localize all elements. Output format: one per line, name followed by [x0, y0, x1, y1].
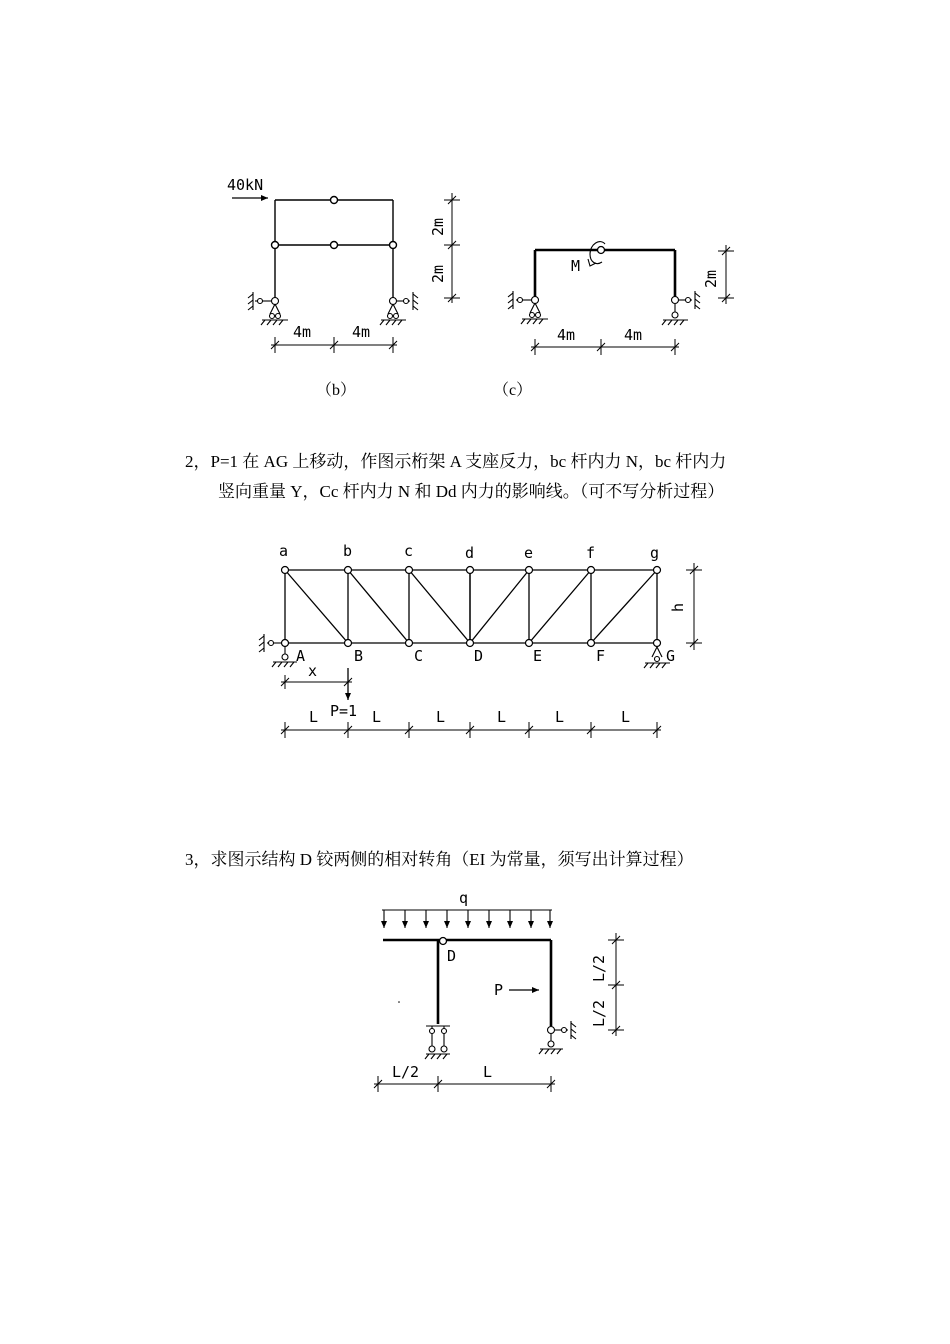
span-label-6: L — [621, 708, 631, 726]
dim-3-left: L/2 — [392, 1063, 420, 1081]
dim-c-left: 4m — [557, 326, 576, 344]
dim-b-lower: 2m — [429, 264, 447, 283]
frame-b — [272, 197, 397, 301]
node-b: b — [343, 542, 353, 560]
support-3-left — [425, 1026, 450, 1059]
dim-3-right: L — [483, 1063, 493, 1081]
dim-3-lower: L/2 — [590, 999, 608, 1027]
load-arrow-b — [227, 176, 268, 198]
span-label-1: L — [309, 708, 319, 726]
truss-height-label: h — [669, 602, 687, 612]
dimension-c-horizontal — [531, 339, 679, 355]
support-c-left — [508, 291, 548, 324]
q-label: q — [459, 889, 469, 907]
support-truss-A — [259, 634, 297, 667]
support-b-right — [380, 292, 418, 325]
question-3 — [185, 845, 825, 875]
node-d: d — [465, 544, 475, 562]
stray-dot — [398, 1001, 400, 1003]
question-2-line-2: 竖向重量 Y，Cc 杆内力 N 和 Dd 内力的影响线。（可不写分析过程） — [218, 482, 725, 501]
load-label-b: 40kN — [227, 176, 264, 194]
node-F: F — [596, 647, 606, 665]
moment-label-c: M — [571, 257, 581, 275]
span-label-2: L — [372, 708, 382, 726]
question-2 — [185, 447, 825, 507]
truss-joints — [282, 567, 661, 647]
node-E: E — [533, 647, 543, 665]
truss — [285, 570, 657, 643]
frame-3 — [383, 938, 551, 1027]
node-g: g — [650, 544, 660, 562]
node-G: G — [666, 647, 676, 665]
support-b-left — [248, 292, 288, 325]
support-c-right — [662, 291, 700, 325]
span-label-3: L — [436, 708, 446, 726]
caption-c: （c） — [493, 382, 533, 399]
dim-b-left: 4m — [293, 323, 312, 341]
dim-b-upper: 2m — [429, 217, 447, 236]
unit-load-label: P=1 — [330, 702, 358, 720]
truss-span-dimension — [281, 722, 661, 738]
truss-height-dimension — [686, 563, 702, 650]
distributed-load-q — [382, 910, 552, 928]
node-B: B — [354, 647, 364, 665]
node-f: f — [586, 544, 596, 562]
dim-b-right: 4m — [352, 323, 371, 341]
dim-c-height: 2m — [702, 269, 720, 288]
dimension-3-vertical — [608, 933, 624, 1036]
node-a: a — [279, 542, 289, 560]
caption-b: （b） — [316, 382, 357, 399]
dim-c-right: 4m — [624, 326, 643, 344]
frame-c — [535, 247, 675, 299]
span-label-4: L — [497, 708, 507, 726]
load-P-label: P — [494, 981, 504, 999]
span-label-5: L — [555, 708, 565, 726]
question-3-text: 3，求图示结构 D 铰两侧的相对转角（EI 为常量，须写出计算过程） — [185, 850, 694, 869]
dim-3-upper: L/2 — [590, 954, 608, 982]
dimension-b-horizontal — [271, 337, 397, 353]
dimension-c-vertical — [718, 245, 734, 304]
question-2-line-1: 2，P=1 在 AG 上移动，作图示桁架 A 支座反力，bc 杆内力 N，bc 杆内力 — [185, 452, 727, 471]
node-D: D — [474, 647, 484, 665]
node-A: A — [296, 647, 306, 665]
truss-x-label: x — [308, 662, 318, 680]
hinge-D-label: D — [447, 947, 457, 965]
dimension-b-vertical — [444, 193, 460, 303]
node-c: c — [404, 542, 414, 560]
node-e: e — [524, 544, 534, 562]
support-3-right — [539, 1021, 576, 1054]
node-C: C — [414, 647, 424, 665]
